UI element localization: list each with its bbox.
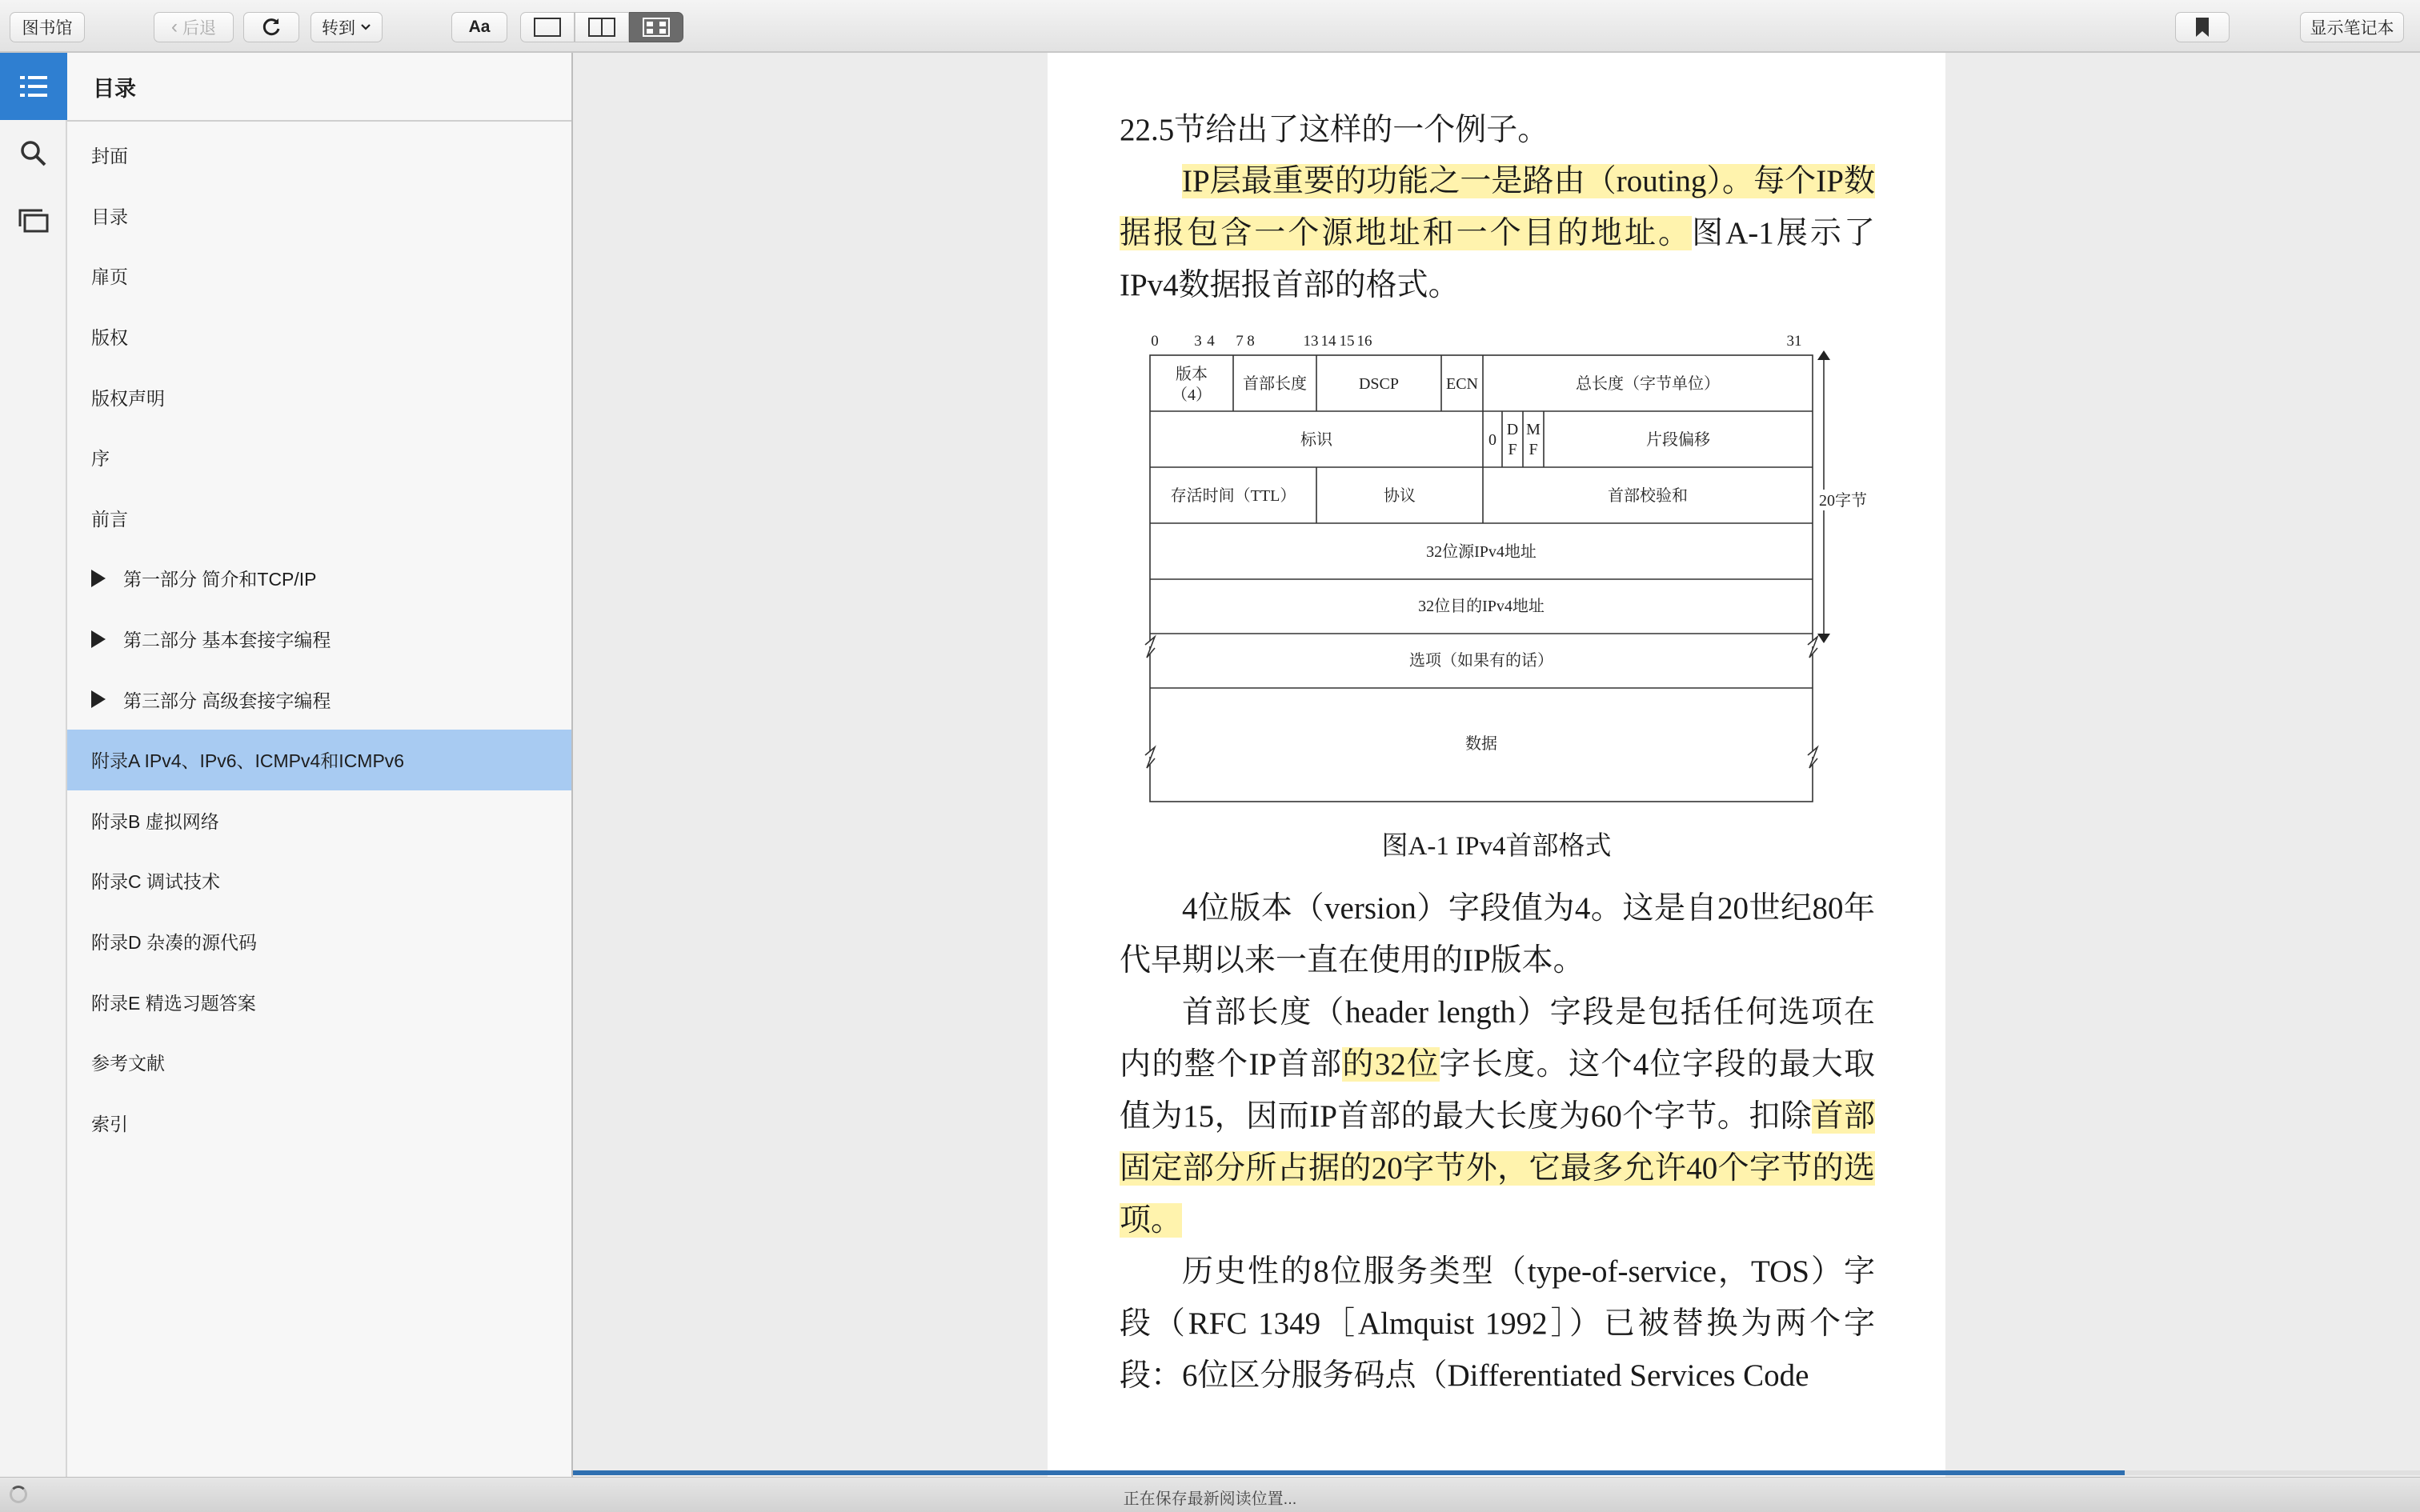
figure-caption: 图A-1 IPv4首部格式 (1381, 832, 1612, 861)
paragraph-routing (1120, 155, 1875, 311)
toc-item-label: 目录 (91, 206, 128, 227)
chevron-left-icon: ‹ (171, 16, 178, 38)
paragraph-text: 22.5节给出了这样的一个例子。 (1120, 113, 1549, 147)
toc-item-label: 序 (91, 448, 110, 470)
two-page-view-button[interactable] (575, 12, 629, 42)
search-tab-button[interactable] (0, 120, 67, 187)
toc-item-preface[interactable] (67, 488, 571, 549)
bit-label: 31 (1786, 333, 1802, 350)
field-ecn: ECN (1446, 375, 1478, 393)
paragraph-intro (1120, 104, 1875, 156)
disclosure-triangle-icon[interactable] (91, 570, 106, 587)
toc-item-appendix-e[interactable] (67, 971, 571, 1032)
scroll-view-button[interactable] (629, 12, 683, 42)
show-notebook-button[interactable] (2300, 12, 2404, 42)
arrow-down-icon (1817, 634, 1830, 643)
toc-item-foreword[interactable] (67, 427, 571, 488)
toc-header: 目录 (67, 53, 571, 122)
field-identification: 标识 (1300, 431, 1332, 449)
paragraph-text: 4位版本（version）字段值为4。这是自20世纪80年代早期以来一直在使用的IP版本。 (1120, 891, 1875, 978)
bookmark-icon (2194, 17, 2210, 38)
toc-item-part-2[interactable] (67, 609, 571, 670)
font-label: Aa (468, 18, 491, 36)
table-of-contents (67, 53, 573, 1477)
field-data: 数据 (1465, 735, 1497, 753)
bit-label: 15 (1339, 333, 1355, 350)
refresh-button[interactable] (243, 12, 299, 42)
toc-item-cover[interactable] (67, 125, 571, 186)
toc-item-label: 附录A IPv4、IPv6、ICMPv4和ICMPv6 (91, 750, 405, 772)
toolbar (0, 0, 2420, 53)
highlight-text[interactable]: 的32位 (1342, 1047, 1440, 1082)
toc-item-contents[interactable] (67, 186, 571, 246)
bit-label: 16 (1356, 333, 1372, 350)
library-label: 图书馆 (22, 19, 73, 38)
toc-item-title-page[interactable] (67, 246, 571, 306)
toc-tab-button[interactable] (0, 53, 67, 120)
disclosure-triangle-icon[interactable] (91, 630, 106, 648)
bit-label: 7 (1236, 333, 1244, 350)
pages-tab-button[interactable] (0, 187, 67, 254)
toc-item-label: 第一部分 简介和TCP/IP (123, 569, 317, 590)
book-page[interactable] (1048, 53, 1945, 1477)
bit-label: 0 (1151, 333, 1159, 350)
two-page-icon (587, 17, 616, 38)
toc-item-label: 前言 (91, 508, 128, 530)
single-page-view-button[interactable] (520, 12, 575, 42)
bit-label: 4 (1207, 333, 1215, 350)
toc-item-appendix-b[interactable] (67, 790, 571, 851)
field-total-length: 总长度（字节单位） (1576, 375, 1720, 393)
field-fragment-offset: 片段偏移 (1646, 431, 1710, 449)
paragraph-version (1120, 882, 1875, 986)
toc-item-label: 附录B 虚拟网络 (91, 810, 219, 832)
toc-item-label: 第二部分 基本套接字编程 (123, 630, 331, 651)
reading-progress-bar (573, 1470, 2420, 1475)
toc-item-part-3[interactable] (67, 669, 571, 730)
library-button[interactable] (10, 12, 85, 42)
toc-item-appendix-a[interactable] (67, 730, 571, 790)
reading-progress-fill (573, 1470, 2125, 1475)
bit-label: 14 (1320, 333, 1336, 350)
toc-item-label: 参考文献 (91, 1053, 165, 1074)
goto-dropdown[interactable] (311, 12, 383, 42)
toc-item-appendix-d[interactable] (67, 911, 571, 972)
paragraph-header-length (1120, 986, 1875, 1246)
field-df-f: F (1508, 441, 1517, 458)
bit-label: 13 (1303, 333, 1319, 350)
field-destination-address: 32位目的IPv4地址 (1418, 598, 1545, 615)
status-text: 正在保存最新阅读位置... (1123, 1490, 1297, 1508)
paragraph-tos (1120, 1246, 1875, 1402)
size-note-label: 20字节 (1819, 492, 1867, 510)
ipv4-header-figure (1128, 328, 1880, 810)
reading-area[interactable] (573, 53, 2420, 1477)
toc-item-copyright-notice[interactable] (67, 366, 571, 427)
toc-item-label: 封面 (91, 146, 128, 167)
view-mode-group (520, 12, 683, 42)
toc-item-label: 索引 (91, 1113, 128, 1134)
field-mf-m: M (1526, 421, 1541, 438)
back-button[interactable] (154, 12, 234, 42)
toc-item-copyright[interactable] (67, 306, 571, 367)
bit-label: 8 (1247, 333, 1255, 350)
sidebar-rail (0, 53, 67, 1477)
paragraph-text: 图A-1展示了IPv4数据报首部的格式。 (1120, 216, 1875, 302)
bit-label: 3 (1194, 333, 1202, 350)
toc-item-label: 附录E 精选习题答案 (91, 992, 256, 1014)
field-source-address: 32位源IPv4地址 (1426, 543, 1537, 561)
field-mf-f: F (1529, 441, 1538, 458)
toc-item-label: 版权声明 (91, 387, 165, 409)
grid-view-icon (642, 17, 671, 38)
toc-item-label: 附录D 杂凑的源代码 (91, 932, 257, 954)
toc-item-label: 第三部分 高级套接字编程 (123, 690, 331, 711)
toc-item-label: 扉页 (91, 266, 128, 288)
arrow-up-icon (1817, 350, 1830, 360)
notes-label: 显示笔记本 (2310, 19, 2394, 38)
paragraph-text: 首部长度（header length）字段是包括任何选项在内的整个IP首部 (1120, 995, 1875, 1082)
toc-item-part-1[interactable] (67, 548, 571, 609)
search-icon (19, 139, 48, 168)
disclosure-triangle-icon[interactable] (91, 690, 106, 708)
pages-icon (18, 207, 50, 234)
font-settings-button[interactable] (451, 12, 507, 42)
refresh-icon (261, 17, 282, 38)
field-checksum: 首部校验和 (1608, 487, 1688, 505)
field-protocol: 协议 (1384, 487, 1416, 505)
paragraph-text: 历史性的8位服务类型（type-of-service，TOS）字段（RFC 1349［Almquist 1992］）已被替换为两个字段：6位区分服务码点（Differentiated Services Code (1120, 1254, 1875, 1393)
toc-item-label: 版权 (91, 327, 128, 349)
highlight-text[interactable]: IP层最重要的功能之一是路由（routing）。每个IP数据报包含一个源地址和一个目的地址。 (1120, 164, 1875, 250)
back-label: 后退 (182, 19, 216, 38)
field-ttl: 存活时间（TTL） (1170, 487, 1296, 505)
status-bar (0, 1477, 2420, 1512)
field-version: 版本 (1176, 366, 1208, 383)
field-df-d: D (1506, 421, 1519, 438)
bookmark-button[interactable] (2175, 12, 2230, 42)
toc-item-references[interactable] (67, 1032, 571, 1093)
toc-list (67, 122, 571, 1153)
field-reserved-zero: 0 (1488, 431, 1496, 449)
field-options: 选项（如果有的话） (1409, 652, 1553, 670)
toc-item-appendix-c[interactable] (67, 850, 571, 911)
toc-item-index[interactable] (67, 1093, 571, 1154)
paragraph-text: 字长度。这个4位字段的最大取值为15，因而IP首部的最大长度为60个字节。扣除 (1120, 1047, 1875, 1134)
chevron-down-icon (360, 23, 371, 31)
field-version-value: （4） (1172, 386, 1212, 404)
single-page-icon (533, 17, 562, 38)
toc-item-label: 附录C 调试技术 (91, 871, 220, 893)
field-header-length: 首部长度 (1243, 375, 1307, 393)
goto-label: 转到 (322, 19, 355, 38)
highlight-text[interactable]: 首部固定部分所占据的20字节外，它最多允许40个字节的选项。 (1120, 1099, 1875, 1238)
list-icon (18, 74, 50, 99)
field-dscp: DSCP (1358, 375, 1400, 393)
